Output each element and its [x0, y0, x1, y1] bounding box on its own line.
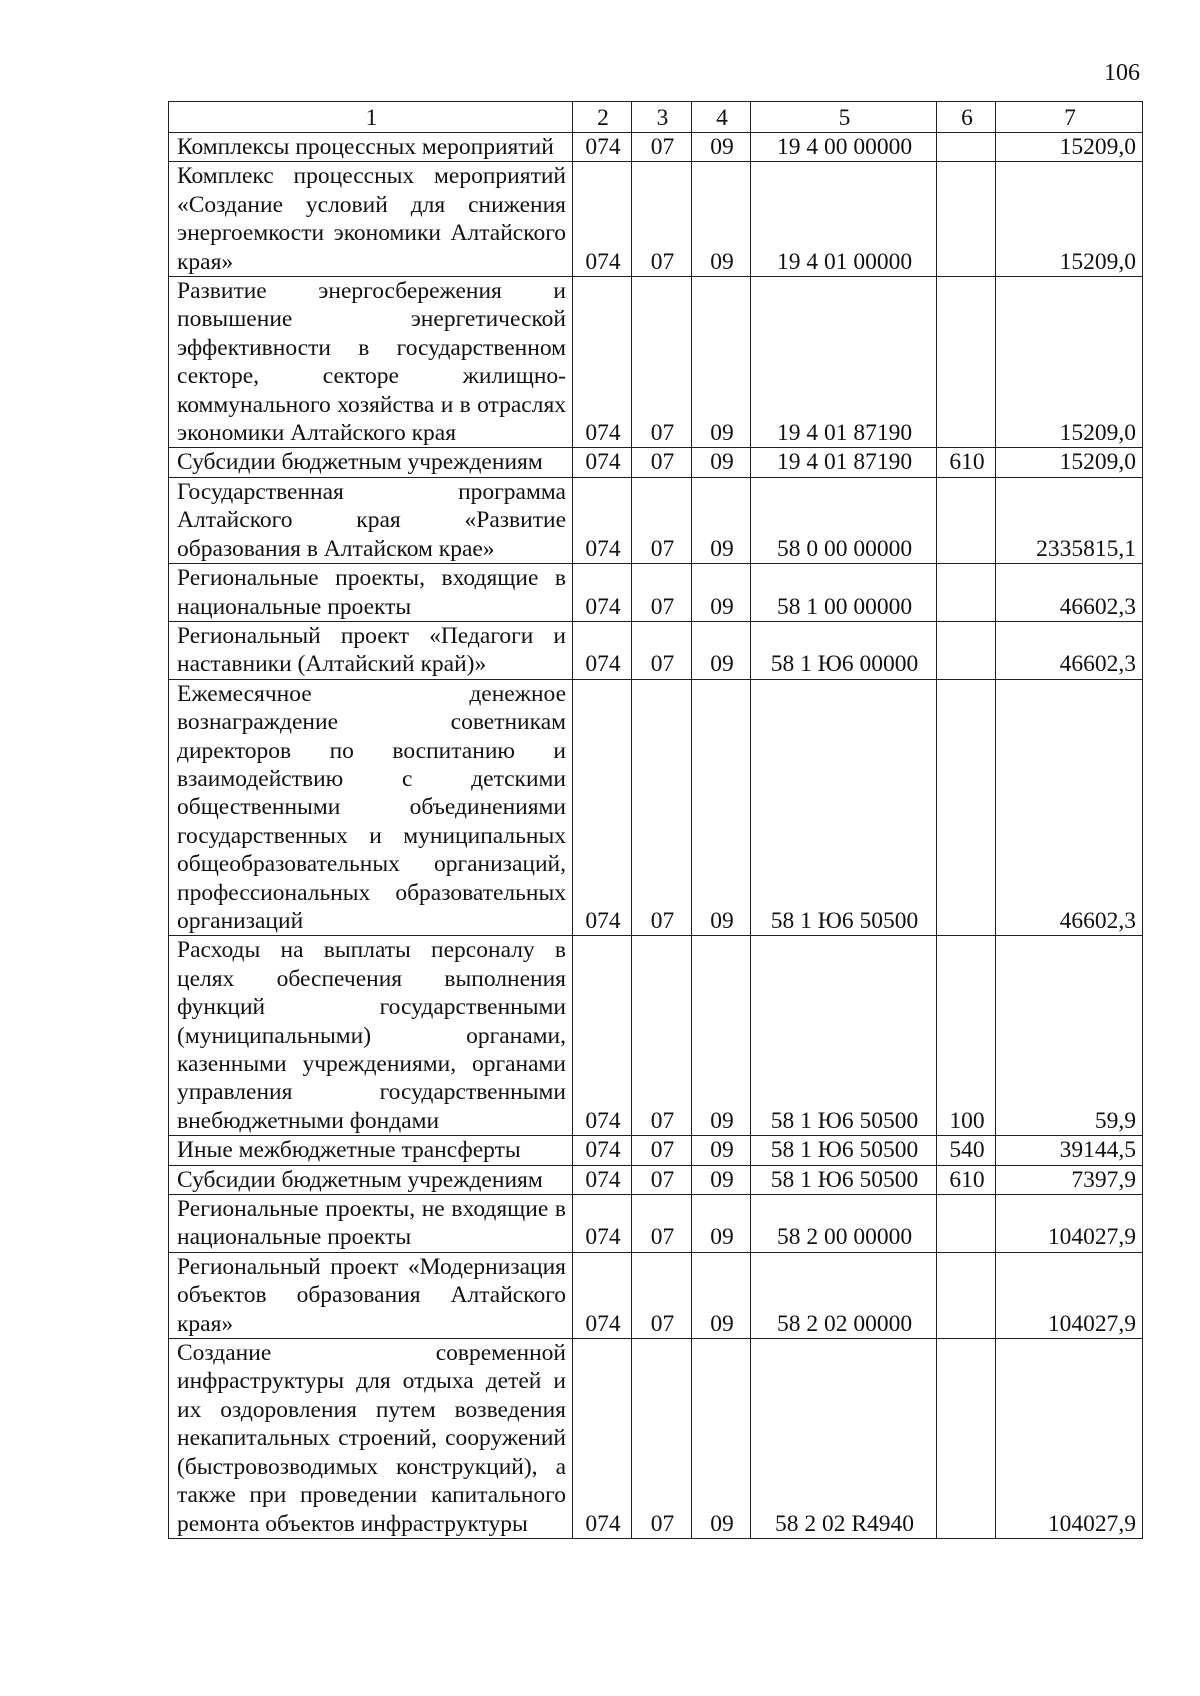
page-number: 106: [1104, 60, 1140, 86]
expense-type: [937, 1195, 996, 1253]
header-row: [169, 102, 1143, 133]
item-name: Субсидии бюджетным учреждениям: [169, 448, 573, 477]
item-name: Развитие энергосбережения и повышение энергетической эффективности в государственном секторе, секторе жилищно-коммунального хозяйства и в отраслях экономики Алтайского края: [169, 277, 573, 448]
target-article: 58 1 00 00000: [751, 564, 937, 622]
section-code: 07: [632, 1136, 692, 1165]
budget-table: [168, 101, 1143, 1539]
header-cell: 1: [169, 102, 573, 133]
section-code: 07: [632, 936, 692, 1136]
target-article: 58 2 00 00000: [751, 1195, 937, 1253]
subsection-code: 09: [692, 621, 751, 679]
amount: 104027,9: [996, 1252, 1143, 1338]
ministry-code: 074: [573, 1165, 632, 1194]
ministry-code: 074: [573, 936, 632, 1136]
subsection-code: 09: [692, 133, 751, 162]
item-name: Региональный проект «Педагоги и наставники (Алтайский край)»: [169, 621, 573, 679]
item-name: Субсидии бюджетным учреждениям: [169, 1165, 573, 1194]
expense-type: [937, 1339, 996, 1539]
section-code: 07: [632, 564, 692, 622]
ministry-code: 074: [573, 564, 632, 622]
section-code: 07: [632, 1339, 692, 1539]
target-article: 19 4 01 87190: [751, 448, 937, 477]
expense-type: [937, 564, 996, 622]
amount: 46602,3: [996, 621, 1143, 679]
table-row: [169, 277, 1143, 448]
target-article: 58 1 Ю6 00000: [751, 621, 937, 679]
section-code: 07: [632, 277, 692, 448]
item-name: Региональные проекты, не входящие в национальные проекты: [169, 1195, 573, 1253]
expense-type: 610: [937, 1165, 996, 1194]
section-code: 07: [632, 448, 692, 477]
item-name: Создание современной инфраструктуры для отдыха детей и их оздоровления путем возведения некапитальных строений, сооружений (быстровозводимых конструкций), а также при проведении капитального ремонта объектов инфраструктуры: [169, 1339, 573, 1539]
ministry-code: 074: [573, 679, 632, 936]
section-code: 07: [632, 162, 692, 277]
subsection-code: 09: [692, 1165, 751, 1194]
target-article: 19 4 00 00000: [751, 133, 937, 162]
table-row: [169, 564, 1143, 622]
target-article: 58 2 02 00000: [751, 1252, 937, 1338]
item-name: Иные межбюджетные трансферты: [169, 1136, 573, 1165]
subsection-code: 09: [692, 1339, 751, 1539]
amount: 15209,0: [996, 448, 1143, 477]
table-row: [169, 1252, 1143, 1338]
ministry-code: 074: [573, 1252, 632, 1338]
ministry-code: 074: [573, 162, 632, 277]
target-article: 58 0 00 00000: [751, 477, 937, 563]
expense-type: 610: [937, 448, 996, 477]
target-article: 19 4 01 87190: [751, 277, 937, 448]
section-code: 07: [632, 1252, 692, 1338]
section-code: 07: [632, 133, 692, 162]
table-row: [169, 133, 1143, 162]
subsection-code: 09: [692, 1195, 751, 1253]
header-cell: 4: [692, 102, 751, 133]
ministry-code: 074: [573, 1136, 632, 1165]
table-row: [169, 162, 1143, 277]
ministry-code: 074: [573, 1195, 632, 1253]
section-code: 07: [632, 1165, 692, 1194]
expense-type: [937, 679, 996, 936]
ministry-code: 074: [573, 477, 632, 563]
target-article: 19 4 01 00000: [751, 162, 937, 277]
section-code: 07: [632, 679, 692, 936]
target-article: 58 1 Ю6 50500: [751, 1136, 937, 1165]
table-row: [169, 448, 1143, 477]
section-code: 07: [632, 477, 692, 563]
expense-type: [937, 1252, 996, 1338]
amount: 7397,9: [996, 1165, 1143, 1194]
table-row: [169, 477, 1143, 563]
subsection-code: 09: [692, 448, 751, 477]
subsection-code: 09: [692, 936, 751, 1136]
ministry-code: 074: [573, 621, 632, 679]
table-row: [169, 936, 1143, 1136]
item-name: Комплексы процессных мероприятий: [169, 133, 573, 162]
table-row: [169, 621, 1143, 679]
amount: 15209,0: [996, 162, 1143, 277]
ministry-code: 074: [573, 277, 632, 448]
amount: 104027,9: [996, 1195, 1143, 1253]
expense-type: 540: [937, 1136, 996, 1165]
amount: 59,9: [996, 936, 1143, 1136]
amount: 39144,5: [996, 1136, 1143, 1165]
expense-type: 100: [937, 936, 996, 1136]
item-name: Региональные проекты, входящие в национальные проекты: [169, 564, 573, 622]
expense-type: [937, 621, 996, 679]
item-name: Государственная программа Алтайского края «Развитие образования в Алтайском крае»: [169, 477, 573, 563]
item-name: Ежемесячное денежное вознаграждение советникам директоров по воспитанию и взаимодействию с детскими общественными объединениями государственных и муниципальных общеобразовательных организаций, профессиональных образовательных организаций: [169, 679, 573, 936]
header-cell: 5: [751, 102, 937, 133]
subsection-code: 09: [692, 162, 751, 277]
table-row: [169, 679, 1143, 936]
target-article: 58 1 Ю6 50500: [751, 1165, 937, 1194]
expense-type: [937, 162, 996, 277]
section-code: 07: [632, 1195, 692, 1253]
header-cell: 6: [937, 102, 996, 133]
subsection-code: 09: [692, 477, 751, 563]
target-article: 58 1 Ю6 50500: [751, 936, 937, 1136]
header-cell: 3: [632, 102, 692, 133]
amount: 46602,3: [996, 679, 1143, 936]
item-name: Расходы на выплаты персоналу в целях обеспечения выполнения функций государственными (муниципальными) органами, казенными учреждениями, органами управления государственными внебюджетными фондами: [169, 936, 573, 1136]
section-code: 07: [632, 621, 692, 679]
item-name: Региональный проект «Модернизация объектов образования Алтайского края»: [169, 1252, 573, 1338]
amount: 15209,0: [996, 277, 1143, 448]
table-row: [169, 1339, 1143, 1539]
table-row: [169, 1136, 1143, 1165]
ministry-code: 074: [573, 1339, 632, 1539]
item-name: Комплекс процессных мероприятий «Создание условий для снижения энергоемкости экономики Алтайского края»: [169, 162, 573, 277]
subsection-code: 09: [692, 564, 751, 622]
target-article: 58 2 02 R4940: [751, 1339, 937, 1539]
amount: 46602,3: [996, 564, 1143, 622]
expense-type: [937, 477, 996, 563]
table-row: [169, 1195, 1143, 1253]
amount: 104027,9: [996, 1339, 1143, 1539]
subsection-code: 09: [692, 277, 751, 448]
header-cell: 7: [996, 102, 1143, 133]
subsection-code: 09: [692, 679, 751, 936]
expense-type: [937, 133, 996, 162]
ministry-code: 074: [573, 448, 632, 477]
subsection-code: 09: [692, 1136, 751, 1165]
subsection-code: 09: [692, 1252, 751, 1338]
target-article: 58 1 Ю6 50500: [751, 679, 937, 936]
amount: 2335815,1: [996, 477, 1143, 563]
expense-type: [937, 277, 996, 448]
table-row: [169, 1165, 1143, 1194]
header-cell: 2: [573, 102, 632, 133]
amount: 15209,0: [996, 133, 1143, 162]
ministry-code: 074: [573, 133, 632, 162]
